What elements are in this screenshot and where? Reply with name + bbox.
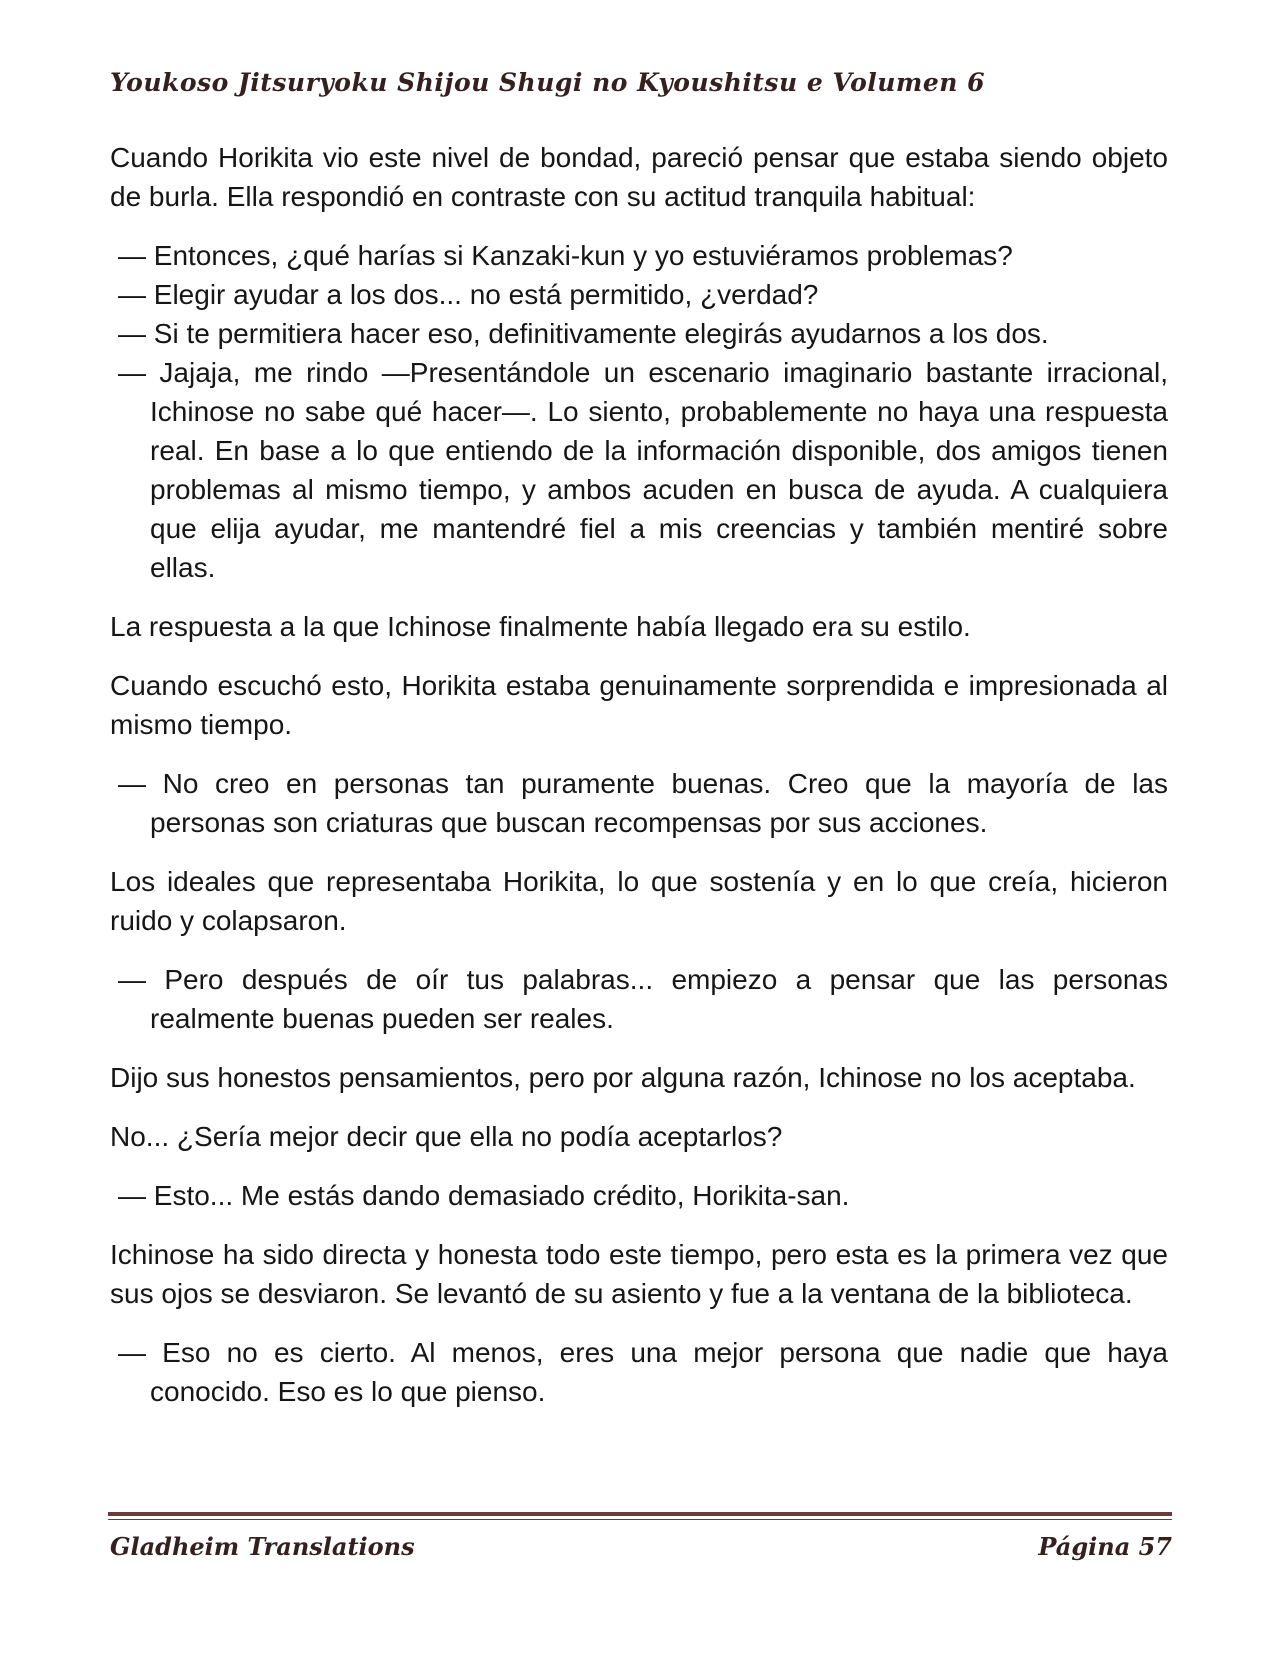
dialogue-paragraph: — Si te permitiera hacer eso, definitivamente elegirás ayudarnos a los dos. (118, 318, 1049, 349)
dialogue-paragraph: — Jajaja, me rindo —Presentándole un escenario imaginario bastante irracional, Ichinose no sabe qué hacer—. Lo siento, probablemente no haya una respuesta real. En base a lo que entiendo de la información disponible, dos amigos tienen problemas al mismo tiempo, y ambos acuden en busca de ayuda. A cualquiera que elija ayudar, me mantendré fiel a mis creencias y también mentiré sobre ellas. (118, 357, 1168, 583)
dialogue-paragraph: — No creo en personas tan puramente buenas. Creo que la mayoría de las personas son criaturas que buscan recompensas por sus acciones. (118, 768, 1168, 838)
page-body (110, 118, 1168, 1411)
paragraph: Ichinose ha sido directa y honesta todo este tiempo, pero esta es la primera vez que sus ojos se desviaron. Se levantó de su asiento y fue a la ventana de la biblioteca. (110, 1239, 1168, 1309)
dialogue-paragraph: — Pero después de oír tus palabras... empiezo a pensar que las personas realmente buenas pueden ser reales. (118, 964, 1168, 1034)
paragraph: Los ideales que representaba Horikita, lo que sostenía y en lo que creía, hicieron ruido y colapsaron. (110, 866, 1168, 936)
page-footer (110, 1532, 1172, 1561)
dialogue-paragraph: — Entonces, ¿qué harías si Kanzaki-kun y yo estuviéramos problemas? (118, 240, 1013, 271)
dialogue-paragraph: — Elegir ayudar a los dos... no está permitido, ¿verdad? (118, 279, 819, 310)
footer-divider (108, 1512, 1172, 1520)
footer-page-number: Página 57 (1038, 1532, 1172, 1561)
paragraph: Cuando Horikita vio este nivel de bondad, pareció pensar que estaba siendo objeto de burla. Ella respondió en contraste con su actitud tranquila habitual: (110, 142, 1168, 212)
paragraph: La respuesta a la que Ichinose finalmente había llegado era su estilo. (110, 611, 971, 642)
dialogue-paragraph: — Esto... Me estás dando demasiado crédito, Horikita-san. (118, 1180, 850, 1211)
dialogue-paragraph: — Eso no es cierto. Al menos, eres una mejor persona que nadie que haya conocido. Eso es lo que pienso. (118, 1337, 1168, 1407)
paragraph: Dijo sus honestos pensamientos, pero por alguna razón, Ichinose no los aceptaba. (110, 1062, 1136, 1093)
paragraph: Cuando escuchó esto, Horikita estaba genuinamente sorprendida e impresionada al mismo tiempo. (110, 670, 1168, 740)
paragraph: No... ¿Sería mejor decir que ella no podía aceptarlos? (110, 1121, 783, 1152)
footer-translator-credit: Gladheim Translations (110, 1532, 415, 1561)
page-header-title: Youkoso Jitsuryoku Shijou Shugi no Kyoushitsu e Volumen 6 (110, 68, 986, 97)
